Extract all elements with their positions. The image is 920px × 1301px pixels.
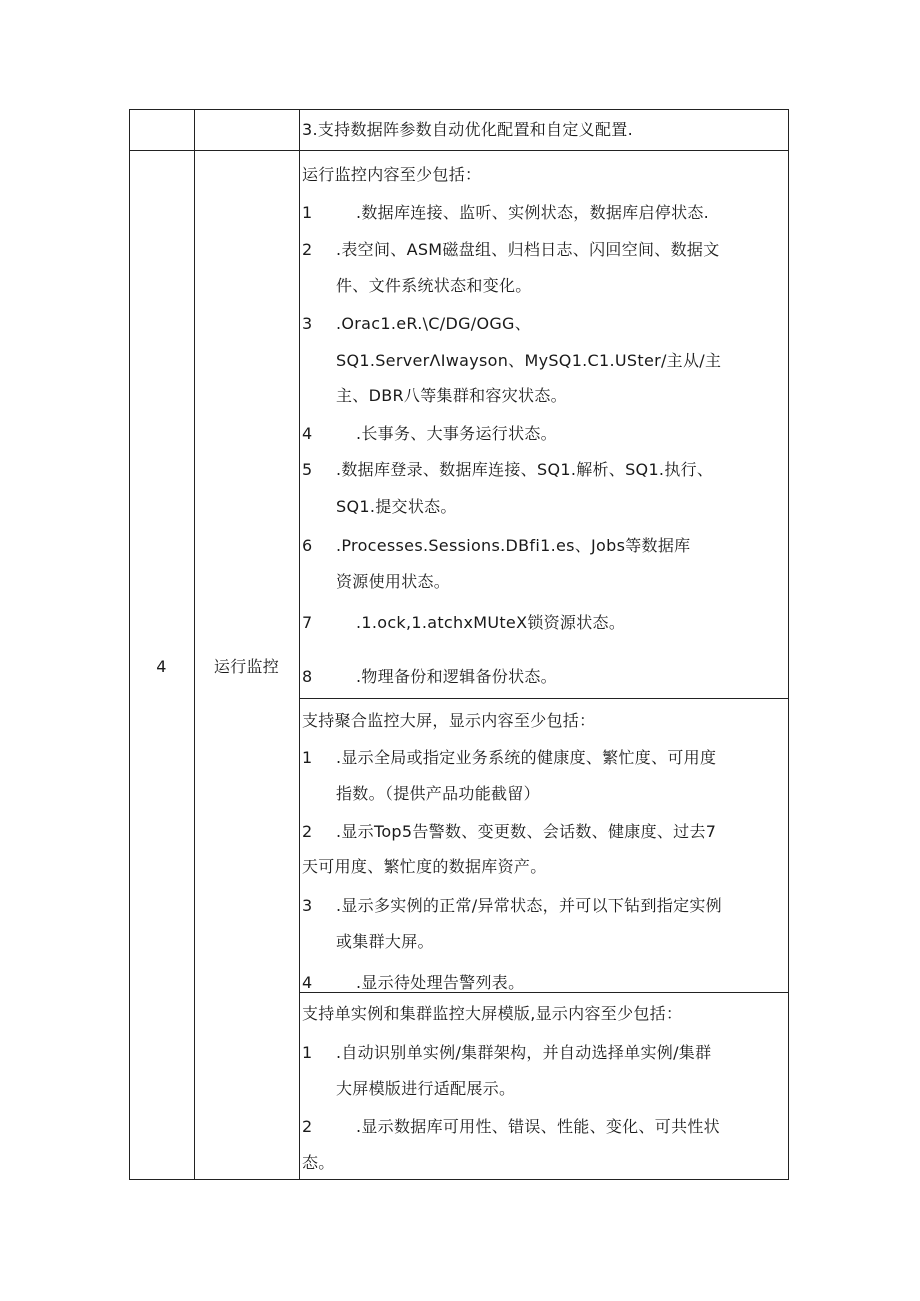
- block1-item3-line3: 主、DBR八等集群和容灾状态。: [336, 386, 567, 405]
- column-divider-2: [299, 109, 300, 1180]
- block2-item2-line1: .显示Top5告警数、变更数、会话数、健康度、过去7: [336, 822, 717, 841]
- block1-item5-line2: SQ1.提交状态。: [336, 497, 457, 516]
- block3-item2-line2: 态。: [302, 1153, 335, 1172]
- block1-item5-num: 5: [302, 460, 313, 479]
- block1-item6-num: 6: [302, 536, 313, 555]
- block1-item2-line1: .表空间、ASM磁盘组、归档日志、闪回空间、数据文: [336, 240, 720, 259]
- block1-item2-line2: 件、文件系统状态和变化。: [336, 276, 532, 295]
- block1-item3-line1: .Orac1.eR.\C/DG/OGG、: [336, 314, 532, 333]
- cell-divider-1: [299, 698, 789, 699]
- block2-item2-line2: 天可用度、繁忙度的数据库资产。: [302, 857, 547, 876]
- block2-item4-line1: .显示待处理告警列表。: [356, 973, 525, 992]
- block2-item1-line2: 指数。（提供产品功能截留）: [336, 784, 540, 803]
- block1-item3-line2: SQ1.ServerΛIwayson、MySQ1.C1.USter/主从/主: [336, 351, 722, 370]
- block2-item3-line2: 或集群大屏。: [336, 932, 434, 951]
- block1-item3-num: 3: [302, 314, 313, 333]
- block1-item4-num: 4: [302, 424, 313, 443]
- block3-item1-line2: 大屏模版进行适配展示。: [336, 1079, 516, 1098]
- block1-item8-line1: .物理备份和逻辑备份状态。: [356, 667, 557, 686]
- block2-intro: 支持聚合监控大屏，显示内容至少包括：: [302, 711, 596, 730]
- block1-item6-line1: .Processes.Sessions.DBfi1.es、Jobs等数据库: [336, 536, 691, 555]
- block1-item4-line1: .长事务、大事务运行状态。: [356, 424, 557, 443]
- row-index: 4: [156, 657, 167, 676]
- block3-item1-line1: .自动识别单实例/集群架构，并自动选择单实例/集群: [336, 1043, 712, 1062]
- row-category: 运行监控: [213, 657, 280, 676]
- block1-item1-line1: .数据库连接、监听、实例状态，数据库启停状态.: [356, 203, 710, 222]
- block1-item7-num: 7: [302, 613, 313, 632]
- row-divider: [129, 150, 789, 151]
- block2-item3-line1: .显示多实例的正常/异常状态，并可以下钻到指定实例: [336, 896, 722, 915]
- row-top-text: 3.支持数据阵参数自动优化配置和自定义配置.: [302, 120, 633, 139]
- block3-item2-line1: .显示数据库可用性、错误、性能、变化、可共性状: [356, 1117, 720, 1136]
- block3-intro: 支持单实例和集群监控大屏模版,显示内容至少包括：: [302, 1004, 683, 1023]
- block1-item6-line2: 资源使用状态。: [336, 572, 451, 591]
- block3-item2-num: 2: [302, 1117, 313, 1136]
- block2-item2-num: 2: [302, 822, 313, 841]
- block1-intro: 运行监控内容至少包括：: [302, 165, 482, 184]
- block2-item4-num: 4: [302, 973, 313, 992]
- block1-item5-line1: .数据库登录、数据库连接、SQ1.解析、SQ1.执行、: [336, 460, 714, 479]
- block2-item3-num: 3: [302, 896, 313, 915]
- block1-item2-num: 2: [302, 240, 313, 259]
- block2-item1-line1: .显示全局或指定业务系统的健康度、繁忙度、可用度: [336, 748, 717, 767]
- block1-item8-num: 8: [302, 667, 313, 686]
- block2-item1-num: 1: [302, 748, 313, 767]
- block3-item1-num: 1: [302, 1043, 313, 1062]
- column-divider-1: [194, 109, 195, 1180]
- block1-item7-line1: .1.ock,1.atchxMUteX锁资源状态。: [356, 613, 626, 632]
- block1-item1-num: 1: [302, 203, 313, 222]
